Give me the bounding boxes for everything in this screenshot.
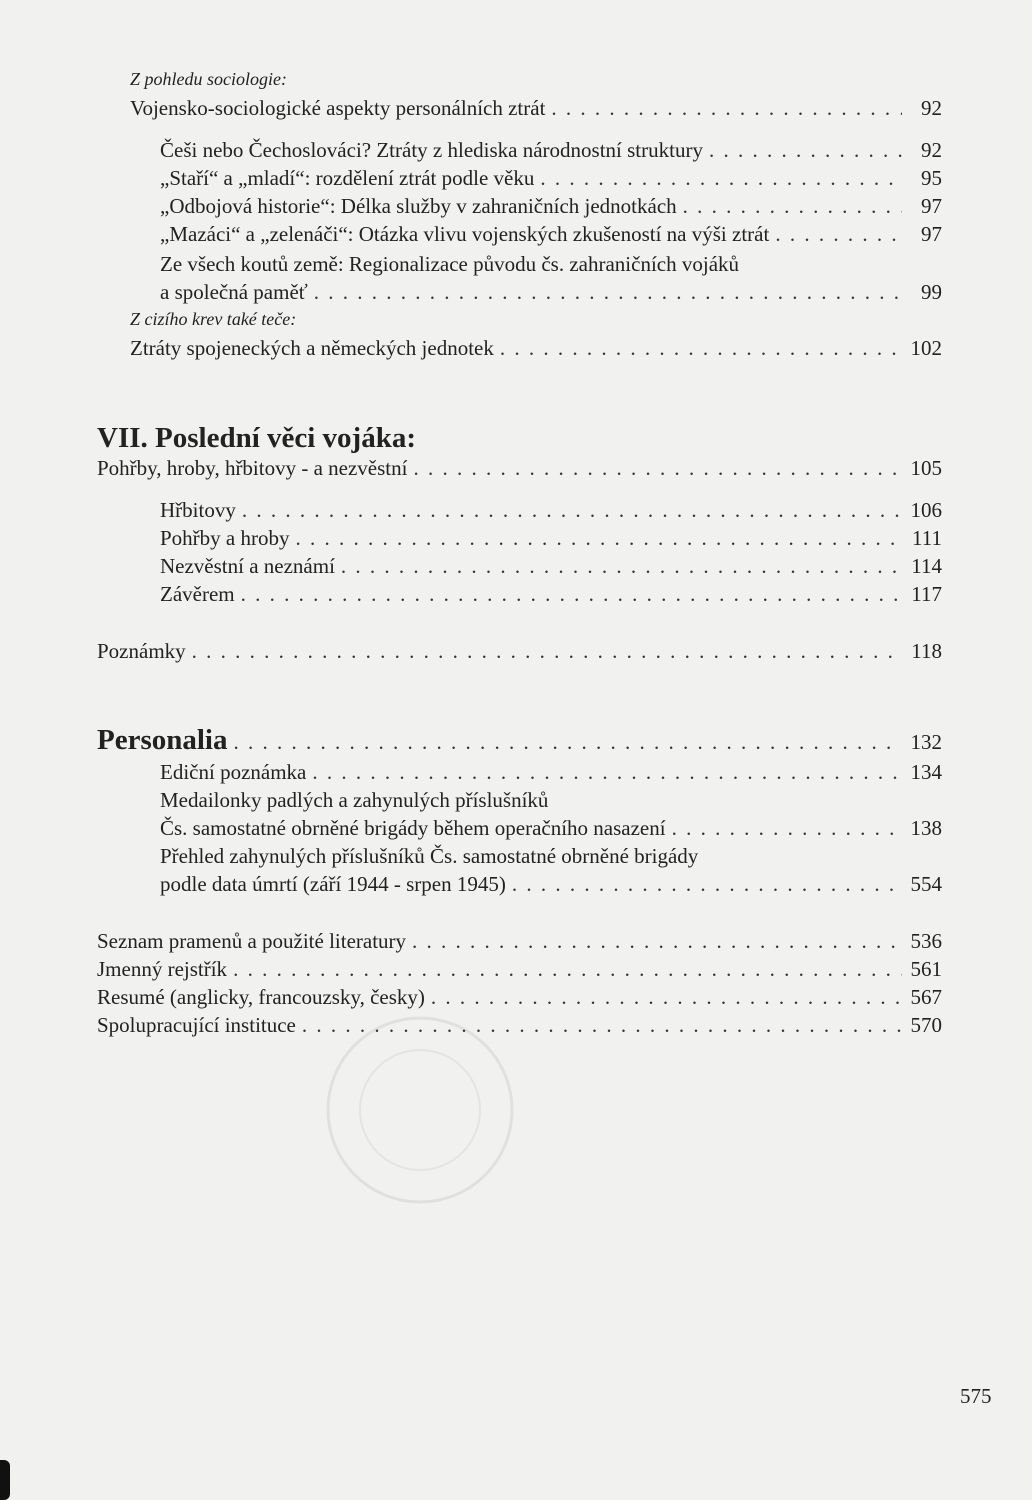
toc-entry[interactable] <box>160 220 942 248</box>
toc-entry-title-line1: Medailonky padlých a zahynulých příslušníků <box>160 788 549 812</box>
toc-entry-title: Pohřby a hroby <box>160 526 290 550</box>
dot-leader <box>551 94 902 122</box>
toc-page-number: 97 <box>921 194 942 218</box>
toc-page-number: 92 <box>921 138 942 162</box>
toc-entry-title: Spolupracující instituce <box>97 1013 296 1037</box>
toc-entry-title: Ediční poznámka <box>160 760 307 784</box>
dot-leader <box>241 580 902 608</box>
dot-leader <box>683 192 902 220</box>
page-number: 575 <box>960 1384 992 1408</box>
toc-page-number: 105 <box>910 456 942 480</box>
toc-entry-title: Seznam pramenů a použité literatury <box>97 929 407 953</box>
toc-page-number: 536 <box>910 929 942 953</box>
toc-entry[interactable] <box>160 192 942 220</box>
toc-entry-title: podle data úmrtí (září 1944 - srpen 1945) <box>160 872 506 896</box>
toc-page-number: 132 <box>910 730 942 754</box>
dot-leader <box>312 758 902 786</box>
toc-page-number: 138 <box>910 816 942 840</box>
toc-entry[interactable] <box>160 758 942 786</box>
toc-page-number: 114 <box>911 554 942 578</box>
dot-leader <box>192 637 902 665</box>
toc-entry[interactable] <box>160 278 942 306</box>
toc-entry-title: Čs. samostatné obrněné brigády během operačního nasazení <box>160 816 666 840</box>
toc-page-number: 567 <box>910 985 942 1009</box>
toc-entry-title: „Mazáci“ a „zelenáči“: Otázka vlivu vojenských zkušeností na výši ztrát <box>160 222 770 246</box>
foreign-section-label: Z cizího krev také teče: <box>130 309 297 329</box>
toc-entry-title: „Odbojová historie“: Délka služby v zahraničních jednotkách <box>160 194 677 218</box>
toc-entry[interactable] <box>160 870 942 898</box>
toc-entry[interactable] <box>97 983 942 1011</box>
dot-leader <box>314 278 902 306</box>
dot-leader <box>234 727 903 757</box>
toc-page-number: 111 <box>912 526 942 550</box>
toc-entry[interactable] <box>160 580 942 608</box>
toc-entry[interactable] <box>97 454 942 482</box>
toc-page-number: 95 <box>921 166 942 190</box>
toc-page-number: 92 <box>921 96 942 120</box>
toc-entry[interactable] <box>160 524 942 552</box>
toc-entry-title: Nezvěstní a neznámí <box>160 554 335 578</box>
toc-page-number: 97 <box>921 222 942 246</box>
toc-page-number: 118 <box>911 639 942 663</box>
toc-entry[interactable] <box>130 334 942 362</box>
toc-page-number: 102 <box>910 336 942 360</box>
toc-page-number: 106 <box>910 498 942 522</box>
toc-entry[interactable] <box>97 927 942 955</box>
dot-leader <box>500 334 902 362</box>
section-heading: Personalia <box>97 724 228 756</box>
dot-leader <box>233 955 902 983</box>
toc-entry[interactable] <box>160 552 942 580</box>
dot-leader <box>413 454 902 482</box>
dot-leader <box>431 983 902 1011</box>
dot-leader <box>412 927 902 955</box>
scan-edge-mark <box>0 1460 10 1500</box>
dot-leader <box>242 496 902 524</box>
dot-leader <box>512 870 902 898</box>
dot-leader <box>709 136 902 164</box>
toc-entry-title: Hřbitovy <box>160 498 236 522</box>
toc-entry-title: Závěrem <box>160 582 235 606</box>
sociology-section-label: Z pohledu sociologie: <box>130 69 287 89</box>
toc-entry[interactable] <box>160 136 942 164</box>
toc-page-number: 134 <box>910 760 942 784</box>
toc-entry-title-line1: Přehled zahynulých příslušníků Čs. samostatné obrněné brigády <box>160 844 699 868</box>
toc-entry-title: Češi nebo Čechoslováci? Ztráty z hlediska národnostní struktury <box>160 138 703 162</box>
dot-leader <box>672 814 902 842</box>
toc-entry[interactable] <box>160 496 942 524</box>
toc-entry-title: Vojensko-sociologické aspekty personálních ztrát <box>130 96 546 120</box>
dot-leader <box>775 220 902 248</box>
toc-entry-title: „Staří“ a „mladí“: rozdělení ztrát podle věku <box>160 166 535 190</box>
toc-entry-title: Pohřby, hroby, hřbitovy - a nezvěstní <box>97 456 408 480</box>
toc-entry[interactable] <box>160 814 942 842</box>
toc-entry-title: Jmenný rejstřík <box>97 957 228 981</box>
library-stamp-icon <box>320 1010 520 1210</box>
toc-entry-title-line1: Ze všech koutů země: Regionalizace původu čs. zahraničních vojáků <box>160 252 740 276</box>
toc-entry[interactable] <box>97 1011 942 1039</box>
dot-leader <box>341 552 902 580</box>
toc-entry-title: Resumé (anglicky, francouzsky, česky) <box>97 985 425 1009</box>
toc-page-number: 561 <box>910 957 942 981</box>
toc-page-number: 570 <box>910 1013 942 1037</box>
toc-entry-title: Ztráty spojeneckých a německých jednotek <box>130 336 494 360</box>
toc-page-number: 554 <box>910 872 942 896</box>
toc-entry[interactable] <box>130 94 942 122</box>
toc-page-number: 117 <box>911 582 942 606</box>
chapter-heading: VII. Poslední věci vojáka: <box>97 422 416 454</box>
toc-entry[interactable] <box>97 725 942 757</box>
toc-entry[interactable] <box>160 164 942 192</box>
dot-leader <box>296 524 903 552</box>
toc-entry-title: a společná paměť <box>160 280 308 304</box>
toc-entry[interactable] <box>97 637 942 665</box>
toc-page-number: 99 <box>921 280 942 304</box>
toc-entry[interactable] <box>97 955 942 983</box>
toc-entry-title: Poznámky <box>97 639 186 663</box>
dot-leader <box>540 164 902 192</box>
dot-leader <box>302 1011 902 1039</box>
